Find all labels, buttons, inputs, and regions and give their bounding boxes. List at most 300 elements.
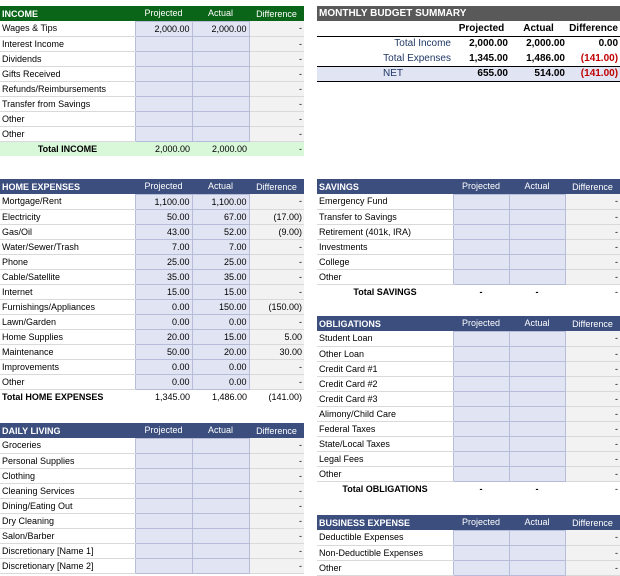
difference-cell: - xyxy=(565,254,620,269)
actual-cell[interactable] xyxy=(509,451,565,466)
income-section xyxy=(0,6,304,156)
actual-cell[interactable] xyxy=(509,331,565,346)
projected-cell[interactable]: 0.00 xyxy=(135,374,192,389)
col-projected: Projected xyxy=(135,179,192,194)
actual-cell[interactable] xyxy=(509,194,565,209)
actual-cell[interactable]: 0.00 xyxy=(192,314,249,329)
row-label: Dividends xyxy=(0,51,135,66)
table-row xyxy=(0,254,304,269)
actual-cell[interactable] xyxy=(509,406,565,421)
difference-cell: - xyxy=(249,21,304,36)
obligations-total-row xyxy=(317,481,620,496)
actual-cell[interactable] xyxy=(192,513,249,528)
row-label: Internet xyxy=(0,284,135,299)
summary-net-row xyxy=(317,66,620,81)
income-header xyxy=(0,6,304,21)
net-difference: (141.00) xyxy=(567,66,620,81)
difference-cell: - xyxy=(249,468,304,483)
summary-projected: 2,000.00 xyxy=(469,38,508,50)
col-actual: Actual xyxy=(509,179,565,194)
actual-cell[interactable] xyxy=(509,421,565,436)
row-label: Furnishings/Appliances xyxy=(0,299,135,314)
actual-cell[interactable]: 15.00 xyxy=(192,284,249,299)
actual-cell[interactable] xyxy=(509,269,565,284)
col-projected: Projected xyxy=(135,6,192,21)
row-label: Discretionary [Name 2] xyxy=(0,558,135,573)
projected-cell[interactable] xyxy=(135,66,192,81)
difference-cell: - xyxy=(565,436,620,451)
actual-cell[interactable] xyxy=(192,528,249,543)
row-label: Dining/Eating Out xyxy=(0,498,135,513)
difference-cell: - xyxy=(249,239,304,254)
actual-cell[interactable] xyxy=(509,209,565,224)
row-label: Other xyxy=(0,126,135,141)
difference-cell: - xyxy=(249,374,304,389)
actual-cell[interactable] xyxy=(192,66,249,81)
projected-cell[interactable] xyxy=(453,376,509,391)
summary-label: Total Expenses xyxy=(383,52,451,64)
row-label: Water/Sewer/Trash xyxy=(0,239,135,254)
difference-cell: - xyxy=(249,96,304,111)
row-label: Mortgage/Rent xyxy=(0,194,135,209)
table-row xyxy=(317,466,620,481)
projected-cell[interactable] xyxy=(453,466,509,481)
table-row xyxy=(0,111,304,126)
net-actual: 514.00 xyxy=(510,66,567,81)
row-label: Credit Card #3 xyxy=(317,391,453,406)
difference-cell: - xyxy=(249,314,304,329)
total-difference: - xyxy=(565,481,620,496)
projected-cell[interactable]: 35.00 xyxy=(135,269,192,284)
actual-cell[interactable] xyxy=(192,96,249,111)
business-header xyxy=(317,515,620,530)
row-label: Other xyxy=(0,111,135,126)
difference-cell: - xyxy=(565,269,620,284)
table-row xyxy=(0,483,304,498)
row-label: Transfer from Savings xyxy=(0,96,135,111)
summary-header xyxy=(317,6,620,21)
projected-cell[interactable] xyxy=(135,438,192,453)
projected-cell[interactable] xyxy=(453,224,509,239)
actual-cell[interactable] xyxy=(192,483,249,498)
total-difference: (141.00) xyxy=(249,389,304,404)
table-row xyxy=(0,299,304,314)
col-difference: Difference xyxy=(565,316,620,331)
projected-cell[interactable] xyxy=(135,528,192,543)
projected-cell[interactable]: 7.00 xyxy=(135,239,192,254)
summary-difference: 0.00 xyxy=(598,38,619,50)
col-projected: Projected xyxy=(453,316,509,331)
row-label: Dry Cleaning xyxy=(0,513,135,528)
projected-cell[interactable]: 43.00 xyxy=(135,224,192,239)
obligations-section xyxy=(317,316,620,496)
income-total-row xyxy=(0,141,304,156)
row-label: Discretionary [Name 1] xyxy=(0,543,135,558)
row-label: Other Loan xyxy=(317,346,453,361)
total-projected: 1,345.00 xyxy=(135,389,192,404)
projected-cell[interactable] xyxy=(135,513,192,528)
net-projected: 655.00 xyxy=(453,66,510,81)
projected-cell[interactable] xyxy=(453,346,509,361)
business-title: BUSINESS EXPENSE xyxy=(317,515,453,530)
summary-projected: 1,345.00 xyxy=(469,52,508,64)
difference-cell: - xyxy=(565,406,620,421)
actual-cell[interactable] xyxy=(192,558,249,573)
table-row xyxy=(317,530,620,545)
projected-cell[interactable] xyxy=(453,361,509,376)
row-label: Non-Deductible Expenses xyxy=(317,545,453,560)
table-row xyxy=(317,269,620,284)
difference-cell: - xyxy=(249,284,304,299)
total-difference: - xyxy=(565,284,620,299)
difference-cell: - xyxy=(249,513,304,528)
projected-cell[interactable] xyxy=(135,468,192,483)
actual-cell[interactable]: 0.00 xyxy=(192,359,249,374)
col-actual: Actual xyxy=(509,515,565,530)
difference-cell: - xyxy=(249,558,304,573)
difference-cell: - xyxy=(249,359,304,374)
home-header xyxy=(0,179,304,194)
table-row xyxy=(0,126,304,141)
actual-cell[interactable] xyxy=(509,560,565,575)
actual-cell[interactable]: 150.00 xyxy=(192,299,249,314)
actual-cell[interactable] xyxy=(509,254,565,269)
col-projected: Projected xyxy=(453,179,509,194)
actual-cell[interactable] xyxy=(509,376,565,391)
difference-cell: - xyxy=(565,331,620,346)
difference-cell: - xyxy=(249,254,304,269)
row-label: Lawn/Garden xyxy=(0,314,135,329)
savings-title: SAVINGS xyxy=(317,179,453,194)
actual-cell[interactable] xyxy=(192,438,249,453)
actual-cell[interactable] xyxy=(192,81,249,96)
difference-cell: (150.00) xyxy=(249,299,304,314)
actual-cell[interactable]: 0.00 xyxy=(192,374,249,389)
table-row xyxy=(317,239,620,254)
row-label: Clothing xyxy=(0,468,135,483)
col-difference: Difference xyxy=(249,423,304,438)
actual-cell[interactable] xyxy=(192,453,249,468)
table-row xyxy=(317,361,620,376)
row-label: Investments xyxy=(317,239,453,254)
actual-cell[interactable]: 25.00 xyxy=(192,254,249,269)
row-label: Salon/Barber xyxy=(0,528,135,543)
projected-cell[interactable]: 0.00 xyxy=(135,314,192,329)
difference-cell: 30.00 xyxy=(249,344,304,359)
actual-cell[interactable]: 20.00 xyxy=(192,344,249,359)
actual-cell[interactable] xyxy=(192,498,249,513)
row-label: Improvements xyxy=(0,359,135,374)
net-label: NET xyxy=(317,66,453,81)
col-difference: Difference xyxy=(249,6,304,21)
difference-cell: - xyxy=(249,498,304,513)
table-row xyxy=(317,376,620,391)
actual-cell[interactable]: 1,100.00 xyxy=(192,194,249,209)
table-row xyxy=(317,194,620,209)
actual-cell[interactable]: 2,000.00 xyxy=(192,21,249,36)
row-label: Other xyxy=(0,374,135,389)
difference-cell: - xyxy=(565,194,620,209)
col-difference: Difference xyxy=(569,22,618,34)
row-label: Gas/Oil xyxy=(0,224,135,239)
table-row xyxy=(0,21,304,36)
difference-cell: - xyxy=(565,376,620,391)
table-row xyxy=(0,284,304,299)
col-difference: Difference xyxy=(249,179,304,194)
table-row xyxy=(317,254,620,269)
table-row xyxy=(317,224,620,239)
projected-cell[interactable] xyxy=(135,498,192,513)
row-label: Deductible Expenses xyxy=(317,530,453,545)
table-row xyxy=(0,269,304,284)
projected-cell[interactable] xyxy=(135,126,192,141)
actual-cell[interactable]: 67.00 xyxy=(192,209,249,224)
table-row xyxy=(0,374,304,389)
projected-cell[interactable] xyxy=(453,254,509,269)
projected-cell[interactable] xyxy=(453,269,509,284)
projected-cell[interactable] xyxy=(135,51,192,66)
total-label: Total OBLIGATIONS xyxy=(317,481,453,496)
row-label: Cleaning Services xyxy=(0,483,135,498)
difference-cell: - xyxy=(565,346,620,361)
actual-cell[interactable] xyxy=(509,466,565,481)
difference-cell: - xyxy=(249,194,304,209)
obligations-header xyxy=(317,316,620,331)
table-row xyxy=(317,406,620,421)
table-row xyxy=(0,528,304,543)
projected-cell[interactable] xyxy=(135,453,192,468)
col-projected: Projected xyxy=(458,22,505,34)
projected-cell[interactable] xyxy=(135,111,192,126)
row-label: Groceries xyxy=(0,438,135,453)
projected-cell[interactable] xyxy=(453,391,509,406)
projected-cell[interactable] xyxy=(453,209,509,224)
table-row xyxy=(0,314,304,329)
total-actual: 2,000.00 xyxy=(192,141,249,156)
row-label: Student Loan xyxy=(317,331,453,346)
col-projected: Projected xyxy=(453,515,509,530)
row-label: Cable/Satellite xyxy=(0,269,135,284)
summary-label: Total Income xyxy=(394,38,451,50)
difference-cell: - xyxy=(249,269,304,284)
col-difference: Difference xyxy=(565,515,620,530)
table-row xyxy=(317,421,620,436)
projected-cell[interactable]: 0.00 xyxy=(135,299,192,314)
row-label: Phone xyxy=(0,254,135,269)
projected-cell[interactable] xyxy=(453,406,509,421)
table-row xyxy=(0,51,304,66)
projected-cell[interactable] xyxy=(453,560,509,575)
actual-cell[interactable]: 7.00 xyxy=(192,239,249,254)
total-difference: - xyxy=(249,141,304,156)
row-label: Credit Card #2 xyxy=(317,376,453,391)
actual-cell[interactable]: 35.00 xyxy=(192,269,249,284)
actual-cell[interactable] xyxy=(192,36,249,51)
col-actual: Actual xyxy=(192,423,249,438)
projected-cell[interactable]: 20.00 xyxy=(135,329,192,344)
row-label: Emergency Fund xyxy=(317,194,453,209)
projected-cell[interactable] xyxy=(135,81,192,96)
projected-cell[interactable] xyxy=(453,451,509,466)
actual-cell[interactable] xyxy=(192,468,249,483)
row-label: Maintenance xyxy=(0,344,135,359)
table-row xyxy=(0,453,304,468)
daily-title: DAILY LIVING xyxy=(0,423,135,438)
actual-cell[interactable] xyxy=(509,361,565,376)
summary-difference: (141.00) xyxy=(580,52,619,64)
total-projected: - xyxy=(453,284,509,299)
actual-cell[interactable] xyxy=(192,543,249,558)
table-row xyxy=(0,329,304,344)
projected-cell[interactable] xyxy=(453,545,509,560)
difference-cell: - xyxy=(249,528,304,543)
difference-cell: - xyxy=(565,224,620,239)
row-label: Federal Taxes xyxy=(317,421,453,436)
difference-cell: - xyxy=(565,239,620,254)
table-row xyxy=(317,331,620,346)
difference-cell: - xyxy=(565,560,620,575)
projected-cell[interactable] xyxy=(135,96,192,111)
difference-cell: - xyxy=(565,530,620,545)
total-label: Total SAVINGS xyxy=(317,284,453,299)
difference-cell: - xyxy=(249,126,304,141)
col-actual: Actual xyxy=(523,22,554,34)
table-row xyxy=(317,560,620,575)
actual-cell[interactable] xyxy=(509,545,565,560)
table-row xyxy=(0,498,304,513)
savings-total-row xyxy=(317,284,620,299)
business-expense-section xyxy=(317,515,620,576)
table-row xyxy=(0,513,304,528)
summary-section xyxy=(317,6,620,82)
actual-cell[interactable] xyxy=(509,239,565,254)
projected-cell[interactable] xyxy=(135,36,192,51)
projected-cell[interactable] xyxy=(453,239,509,254)
difference-cell: - xyxy=(565,209,620,224)
row-label: Gifts Received xyxy=(0,66,135,81)
table-row xyxy=(0,96,304,111)
projected-cell[interactable]: 1,100.00 xyxy=(135,194,192,209)
table-row xyxy=(0,36,304,51)
row-label: Other xyxy=(317,466,453,481)
row-label: Other xyxy=(317,269,453,284)
actual-cell[interactable] xyxy=(509,391,565,406)
row-label: Interest Income xyxy=(0,36,135,51)
difference-cell: - xyxy=(249,453,304,468)
table-row xyxy=(0,543,304,558)
difference-cell: - xyxy=(565,391,620,406)
daily-header xyxy=(0,423,304,438)
difference-cell: 5.00 xyxy=(249,329,304,344)
table-row xyxy=(0,468,304,483)
projected-cell[interactable]: 2,000.00 xyxy=(135,21,192,36)
actual-cell[interactable] xyxy=(192,111,249,126)
row-label: Transfer to Savings xyxy=(317,209,453,224)
row-label: Other xyxy=(317,560,453,575)
table-row xyxy=(0,558,304,573)
projected-cell[interactable] xyxy=(135,558,192,573)
table-row xyxy=(0,209,304,224)
actual-cell[interactable] xyxy=(509,530,565,545)
projected-cell[interactable]: 25.00 xyxy=(135,254,192,269)
total-actual: - xyxy=(509,481,565,496)
projected-cell[interactable] xyxy=(453,436,509,451)
table-row xyxy=(0,438,304,453)
row-label: College xyxy=(317,254,453,269)
obligations-title: OBLIGATIONS xyxy=(317,316,453,331)
actual-cell[interactable] xyxy=(509,224,565,239)
projected-cell[interactable]: 50.00 xyxy=(135,209,192,224)
table-row xyxy=(317,436,620,451)
table-row xyxy=(317,391,620,406)
income-title: INCOME xyxy=(0,6,135,21)
home-expenses-section xyxy=(0,179,304,404)
table-row xyxy=(0,81,304,96)
projected-cell[interactable] xyxy=(453,530,509,545)
actual-cell[interactable] xyxy=(509,346,565,361)
summary-title: MONTHLY BUDGET SUMMARY xyxy=(317,6,620,21)
row-label: Legal Fees xyxy=(317,451,453,466)
col-actual: Actual xyxy=(192,179,249,194)
difference-cell: - xyxy=(249,81,304,96)
total-label: Total HOME EXPENSES xyxy=(0,389,135,404)
projected-cell[interactable] xyxy=(453,331,509,346)
difference-cell: - xyxy=(565,451,620,466)
summary-income-row xyxy=(317,36,620,51)
projected-cell[interactable]: 0.00 xyxy=(135,359,192,374)
daily-living-section xyxy=(0,423,304,574)
row-label: Personal Supplies xyxy=(0,453,135,468)
projected-cell[interactable] xyxy=(453,421,509,436)
row-label: Home Supplies xyxy=(0,329,135,344)
table-row xyxy=(317,451,620,466)
actual-cell[interactable] xyxy=(509,436,565,451)
row-label: Electricity xyxy=(0,209,135,224)
savings-header xyxy=(317,179,620,194)
actual-cell[interactable]: 15.00 xyxy=(192,329,249,344)
projected-cell[interactable]: 15.00 xyxy=(135,284,192,299)
actual-cell[interactable]: 52.00 xyxy=(192,224,249,239)
row-label: Alimony/Child Care xyxy=(317,406,453,421)
total-actual: 1,486.00 xyxy=(192,389,249,404)
projected-cell[interactable] xyxy=(135,543,192,558)
projected-cell[interactable] xyxy=(453,194,509,209)
actual-cell[interactable] xyxy=(192,126,249,141)
summary-actual: 2,000.00 xyxy=(526,38,565,50)
total-label: Total INCOME xyxy=(0,141,135,156)
total-projected: - xyxy=(453,481,509,496)
table-row xyxy=(0,224,304,239)
table-row xyxy=(0,239,304,254)
table-row xyxy=(0,359,304,374)
difference-cell: (9.00) xyxy=(249,224,304,239)
table-row xyxy=(0,344,304,359)
summary-column-headers xyxy=(317,21,620,36)
row-label: Refunds/Reimbursements xyxy=(0,81,135,96)
actual-cell[interactable] xyxy=(192,51,249,66)
savings-section xyxy=(317,179,620,299)
difference-cell: - xyxy=(249,66,304,81)
projected-cell[interactable]: 50.00 xyxy=(135,344,192,359)
difference-cell: - xyxy=(249,543,304,558)
difference-cell: - xyxy=(565,361,620,376)
total-projected: 2,000.00 xyxy=(135,141,192,156)
total-actual: - xyxy=(509,284,565,299)
projected-cell[interactable] xyxy=(135,483,192,498)
col-difference: Difference xyxy=(565,179,620,194)
table-row xyxy=(317,209,620,224)
row-label: Retirement (401k, IRA) xyxy=(317,224,453,239)
